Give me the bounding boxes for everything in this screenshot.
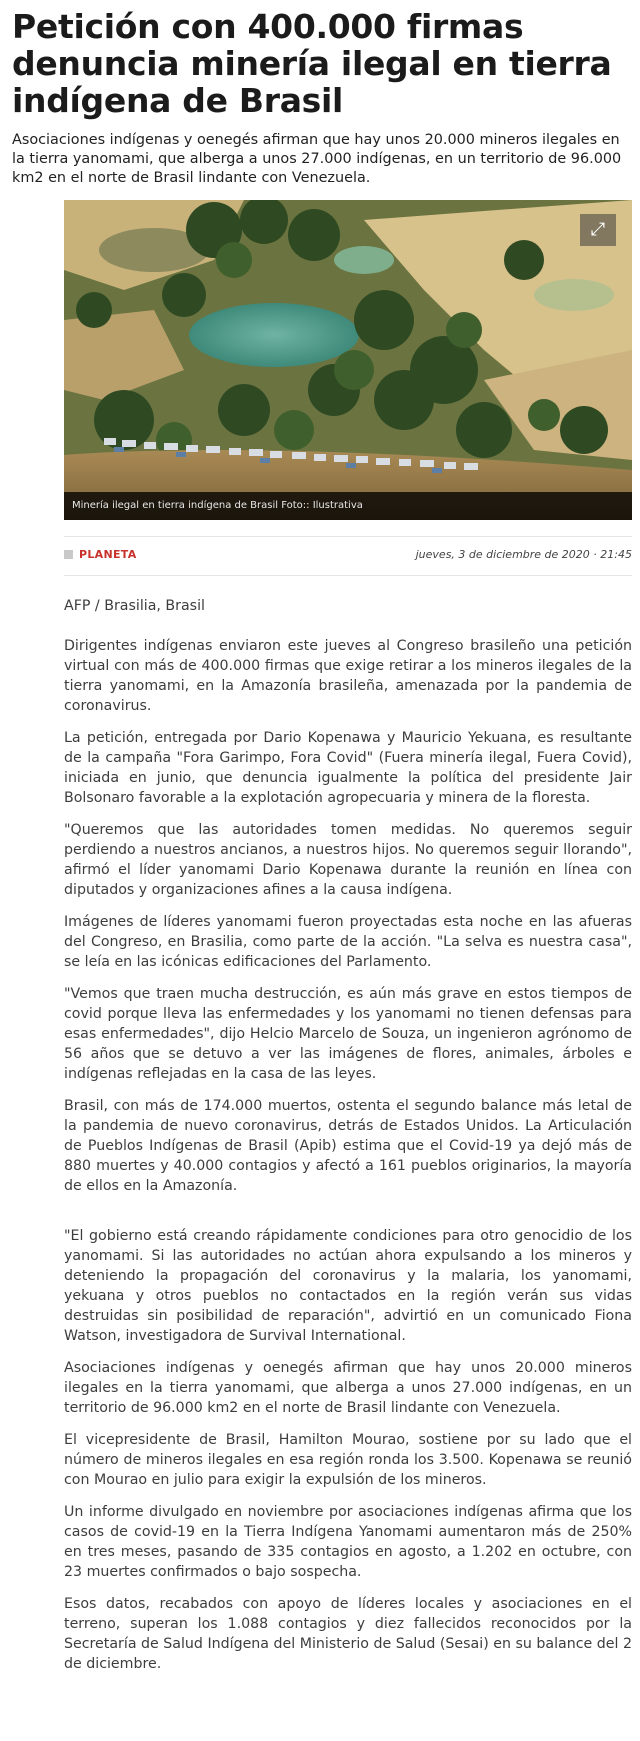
paragraph: Asociaciones indígenas y oenegés afirman que hay unos 20.000 mineros ilegales en la tierra yanomami, que alberga a unos 27.000 indígenas, en un territorio de 96.000 km2 en el norte de Brasil lindante con Venezuela. <box>64 1360 632 1416</box>
article-body <box>64 596 632 1686</box>
paragraph: "Vemos que traen mucha destrucción, es aún más grave en estos tiempos de covid porque lleva las enfermedades y los yanomami no tienen defensas para esas enfermedades", dijo Helcio Marcelo de Souza, un ingenieron agrónomo de 56 años que se detuvo a ver las imágenes de flores, animales, árboles e indígenas reflejadas en la casa de las leyes. <box>64 986 632 1082</box>
publish-date: jueves, 3 de diciembre de 2020 · 21:45 <box>415 548 632 561</box>
expand-button[interactable] <box>580 214 616 246</box>
paragraph: Brasil, con más de 174.000 muertos, ostenta el segundo balance más letal de la pandemia de nuevo coronavirus, detrás de Estados Unidos. La Articulación de Pueblos Indígenas de Brasil (Apib) estima que el Covid-19 ya dejó más de 880 muertes y 40.000 contagios y afectó a 161 pueblos originarios, la mayoría de ellos en la Amazonía. <box>64 1098 632 1194</box>
article-meta <box>64 536 632 576</box>
headline: Petición con 400.000 firmas denuncia minería ilegal en tierra indígena de Brasil <box>12 7 612 120</box>
paragraph: "Queremos que las autoridades tomen medidas. No queremos seguir perdiendo a nuestros ancianos, a nuestros hijos. No queremos seguir llorando", afirmó el líder yanomami Dario Kopenawa durante la reunión en línea con diputados y organizaciones afines a la causa indígena. <box>64 822 632 898</box>
expand-icon: ⤢ <box>590 219 606 240</box>
paragraph: Esos datos, recabados con apoyo de líderes locales y asociaciones en el terreno, superan los 1.088 contagios y diez fallecidos reconocidos por la Secretaría de Salud Indígena del Ministerio de Salud (Sesai) en su balance del 2 de diciembre. <box>64 1596 632 1672</box>
byline: AFP / Brasilia, Brasil <box>64 598 205 614</box>
mining-landscape-photo <box>64 200 632 520</box>
lead-paragraph: Asociaciones indígenas y oenegés afirman que hay unos 20.000 mineros ilegales en la tierra yanomami, que alberga a unos 27.000 indígenas, en un territorio de 96.000 km2 en el norte de Brasil lindante con Venezuela. <box>12 132 622 186</box>
paragraph: "El gobierno está creando rápidamente condiciones para otro genocidio de los yanomami. Si las autoridades no actúan ahora expulsando a los mineros y deteniendo la propagación del coronavirus y la malaria, los yanomami, yekuana y otros pueblos no contactados en la región verán sus vidas destruidas sin posibilidad de reparación", advirtió en un comunicado Fiona Watson, investigadora de Survival International. <box>64 1228 632 1344</box>
paragraph: La petición, entregada por Dario Kopenawa y Mauricio Yekuana, es resultante de la campaña "Fora Garimpo, Fora Covid" (Fuera minería ilegal, Fuera Covid), iniciada en junio, que denuncia igualmente la política del presidente Jair Bolsonaro favorable a la explotación agropecuaria y minera de la floresta. <box>64 730 632 806</box>
paragraph: El vicepresidente de Brasil, Hamilton Mourao, sostiene por su lado que el número de mineros ilegales en esa región ronda los 3.500. Kopenawa se reunió con Mourao en julio para exigir la expulsión de los mineros. <box>64 1432 632 1488</box>
paragraph: Dirigentes indígenas enviaron este jueves al Congreso brasileño una petición virtual con más de 400.000 firmas que exige retirar a los mineros ilegales de la tierra yanomami, en la Amazonía brasileña, amenazada por la pandemia de coronavirus. <box>64 638 632 714</box>
square-icon <box>64 550 73 559</box>
paragraph: Imágenes de líderes yanomami fueron proyectadas esta noche en las afueras del Congreso, en Brasilia, como parte de la acción. "La selva es nuestra casa", se leía en las icónicas edificaciones del Parlamento. <box>64 914 632 970</box>
paragraph: Un informe divulgado en noviembre por asociaciones indígenas afirma que los casos de covid-19 en la Tierra Indígena Yanomami aumentaron más de 250% en tres meses, pasando de 335 contagios en agosto, a 1.202 en octubre, con 23 muertes confirmados o bajo sospecha. <box>64 1504 632 1580</box>
image-caption: Minería ilegal en tierra indígena de Brasil Foto:: Ilustrativa <box>64 492 632 520</box>
section-label: PLANETA <box>79 548 137 561</box>
section-link[interactable] <box>64 548 137 561</box>
hero-image[interactable] <box>64 200 632 520</box>
